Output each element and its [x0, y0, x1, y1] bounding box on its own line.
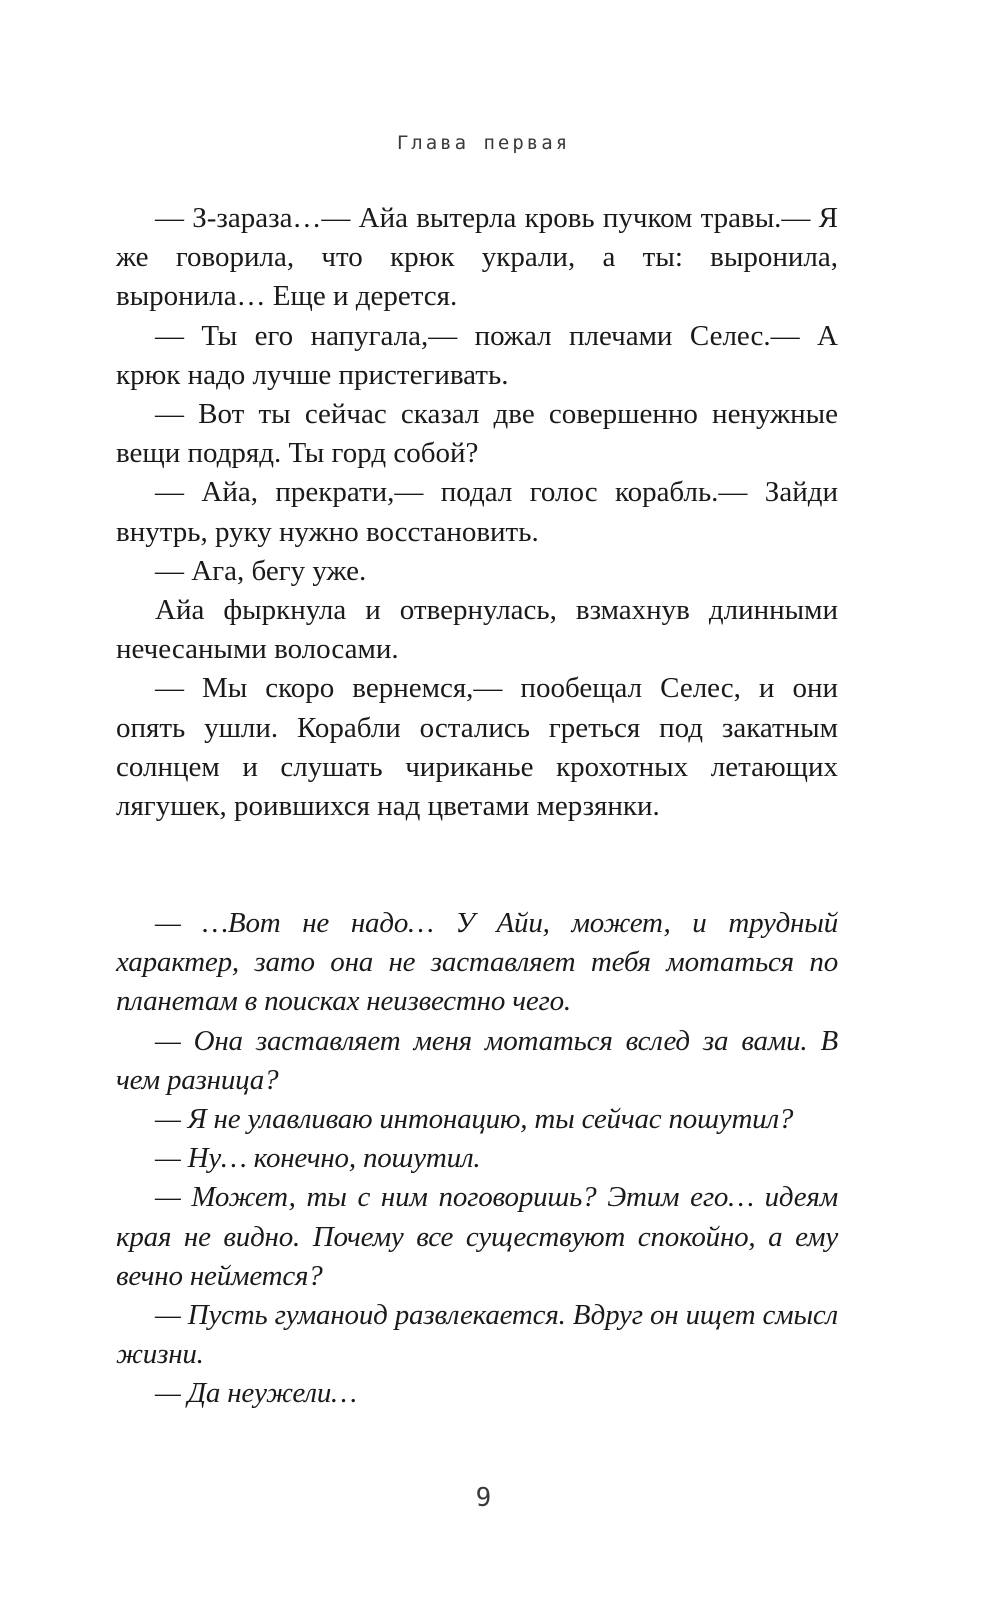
page-number: 9: [475, 1483, 492, 1513]
paragraph: — …Вот не надо… У Айи, может, и трудный характер, зато она не заставляет тебя мотаться по планетам в поисках неизвестно чего.: [116, 907, 838, 1018]
paragraph: — Айа, прекрати,— подал голос корабль.— Зайди внутрь, руку нужно восстановить.: [116, 476, 838, 548]
paragraph: — Вот ты сейчас сказал две совершенно ненужные вещи подряд. Ты горд собой?: [116, 398, 838, 470]
paragraph: — Ага, бегу уже.: [155, 554, 367, 587]
paragraph: — Я не улавливаю интонацию, ты сейчас пошутил?: [155, 1103, 794, 1136]
paragraph: — З-зараза…— Айа вытерла кровь пучком травы.— Я же говорила, что крюк украли, а ты: выронила, выронила… Еще и дерется.: [116, 202, 838, 313]
paragraph: — Да неужели…: [155, 1377, 357, 1410]
paragraph: Айа фыркнула и отвернулась, взмахнув длинными нечесаными волосами.: [116, 594, 838, 666]
paragraph: — Пусть гуманоид развлекается. Вдруг он ищет смысл жизни.: [116, 1299, 838, 1371]
paragraph: — Мы скоро вернемся,— пообещал Селес, и они опять ушли. Корабли остались греться под закатным солнцем и слушать чириканье крохотных летающих лягушек, роившихся над цветами мерзянки.: [116, 672, 838, 823]
text-section-2-italic: [116, 904, 838, 1414]
text-section-1: [116, 199, 838, 826]
paragraph: — Ты его напугала,— пожал плечами Селес.— А крюк надо лучше пристегивать.: [116, 319, 838, 391]
paragraph: — Ну… конечно, пошутил.: [155, 1142, 481, 1175]
paragraph: — Она заставляет меня мотаться вслед за вами. В чем разница?: [116, 1024, 838, 1096]
running-head: Глава первая: [396, 132, 571, 154]
paragraph: — Может, ты с ним поговоришь? Этим его… идеям края не видно. Почему все существуют спокойно, а ему вечно неймется?: [116, 1181, 838, 1292]
